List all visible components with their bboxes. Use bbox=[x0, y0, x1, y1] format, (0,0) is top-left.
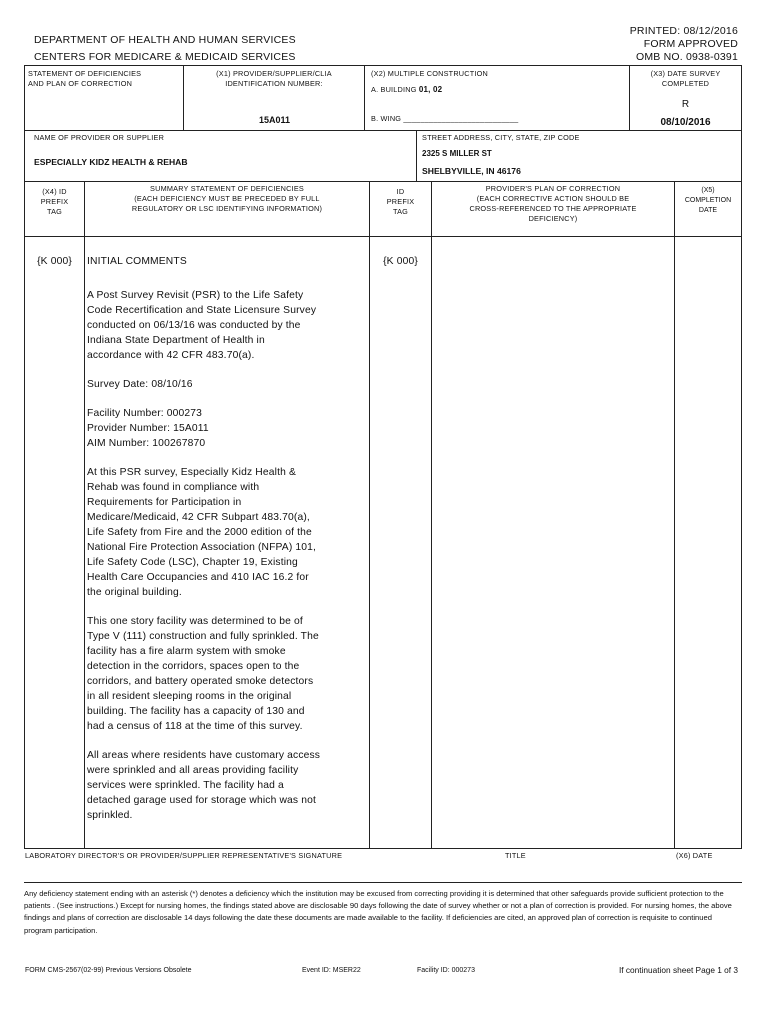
printed-date: PRINTED: 08/12/2016 bbox=[629, 25, 738, 37]
paragraph: At this PSR survey, Especially Kidz Health & Rehab was found in compliance with Requirements for Participation in Medicare/Medicaid, 42 CFR Subpart 483.70(a), Life Safety from Fire and the 2000 edition of the National Fire Protection Association (NFPA) 101, Life Safety Code (LSC), Chapter 19, Existing Health Care Occupancies and 410 IAC 16.2 for the original building. bbox=[87, 467, 317, 598]
paragraph: A Post Survey Revisit (PSR) to the Life Safety Code Recertification and State Licensure Survey conducted on 06/13/16 was conducted by the Indiana State Department of Health in accordance with 42 CFR 483.70(a). bbox=[87, 290, 317, 361]
left-border bbox=[24, 65, 25, 848]
x2-label: (X2) MULTIPLE CONSTRUCTION bbox=[371, 69, 488, 78]
event-id: Event ID: MSER22 bbox=[302, 967, 361, 974]
agency-line-1: DEPARTMENT OF HEALTH AND HUMAN SERVICES bbox=[34, 34, 296, 46]
x6-date-label: (X6) DATE bbox=[676, 851, 713, 860]
building-field: A. BUILDING 01, 02 bbox=[371, 85, 443, 94]
summary-header: SUMMARY STATEMENT OF DEFICIENCIES (EACH DEFICIENCY MUST BE PRECEDED BY FULL REGULATORY OR LSC IDENTIFYING INFORMATION) bbox=[131, 184, 323, 213]
x3-label: (X3) DATE SURVEY COMPLETED bbox=[650, 69, 721, 88]
form-number: FORM CMS-2567(02-99) Previous Versions Obsolete bbox=[25, 967, 192, 974]
paragraph: Facility Number: 000273 Provider Number: 15A011 AIM Number: 100267870 bbox=[87, 408, 209, 449]
survey-date: 08/10/2016 bbox=[660, 117, 711, 128]
right-border bbox=[741, 65, 742, 848]
top-border bbox=[24, 65, 742, 66]
x5-header: (X5) COMPLETION DATE bbox=[684, 187, 732, 214]
omb-number: OMB NO. 0938-0391 bbox=[635, 51, 738, 63]
provider-label: NAME OF PROVIDER OR SUPPLIER bbox=[34, 133, 165, 142]
provider-number: 15A011 bbox=[259, 115, 291, 125]
provider-name: ESPECIALLY KIDZ HEALTH & REHAB bbox=[34, 157, 188, 167]
facility-id: Facility ID: 000273 bbox=[417, 967, 475, 974]
title-label: TITLE bbox=[505, 851, 526, 860]
paragraph: This one story facility was determined to be of Type V (111) construction and fully sprinkled. The facility has a fire alarm system with smoke detection in the corridors, spaces open to the corridors, and battery operated smoke detectors in all resident sleeping rooms in the original building. The facility has a capacity of 130 and had a census of 118 at the time of this survey. bbox=[87, 616, 319, 732]
street-address: 2325 S MILLER ST bbox=[422, 149, 492, 158]
disclaimer: Any deficiency statement ending with an asterisk (*) denotes a deficiency which the institution may be excused from correcting providing it is determined that other safeguards provide sufficient protection to the patients . (See instructions.) Except for nursing homes, the findings stated above are disclosable 90 days following the date of survey whether or not a plan of correction is provided. For nursing homes, the above findings and plans of correction are disclosable 14 days following the date these documents are made available to the facility. If deficiencies are cited, an approved plan of correction is requisite to continued program participation. bbox=[24, 889, 732, 935]
id-header: ID PREFIX TAG bbox=[386, 187, 415, 216]
agency-line-2: CENTERS FOR MEDICARE & MEDICAID SERVICES bbox=[34, 51, 296, 63]
paragraph: Survey Date: 08/10/16 bbox=[87, 379, 193, 390]
x1-label: (X1) PROVIDER/SUPPLIER/CLIA IDENTIFICATION NUMBER: bbox=[216, 69, 332, 88]
entry-body bbox=[87, 288, 365, 837]
x3-r: R bbox=[681, 99, 690, 110]
entry-heading: INITIAL COMMENTS bbox=[87, 256, 187, 267]
address-label: STREET ADDRESS, CITY, STATE, ZIP CODE bbox=[422, 133, 580, 142]
x4-header: (X4) ID PREFIX TAG bbox=[40, 187, 69, 216]
statement-label: STATEMENT OF DEFICIENCIES AND PLAN OF CORRECTION bbox=[28, 69, 142, 88]
city-state-zip: SHELBYVILLE, IN 46176 bbox=[422, 166, 521, 176]
director-signature-label: LABORATORY DIRECTOR'S OR PROVIDER/SUPPLIER REPRESENTATIVE'S SIGNATURE bbox=[25, 851, 343, 860]
right-tag: {K 000} bbox=[383, 256, 418, 267]
paragraph: All areas where residents have customary access were sprinkled and all areas providing facility services were sprinkled. The facility had a detached garage used for storage which was not sprinkled. bbox=[87, 750, 321, 821]
wing-field: B. WING ___________________________ bbox=[371, 114, 519, 123]
left-tag: {K 000} bbox=[37, 256, 72, 267]
plan-header: PROVIDER'S PLAN OF CORRECTION (EACH CORRECTIVE ACTION SHOULD BE CROSS-REFERENCED TO THE APPROPRIATE DEFICIENCY) bbox=[469, 184, 637, 223]
form-approved: FORM APPROVED bbox=[643, 38, 738, 50]
continuation-page: If continuation sheet Page 1 of 3 bbox=[618, 965, 738, 975]
